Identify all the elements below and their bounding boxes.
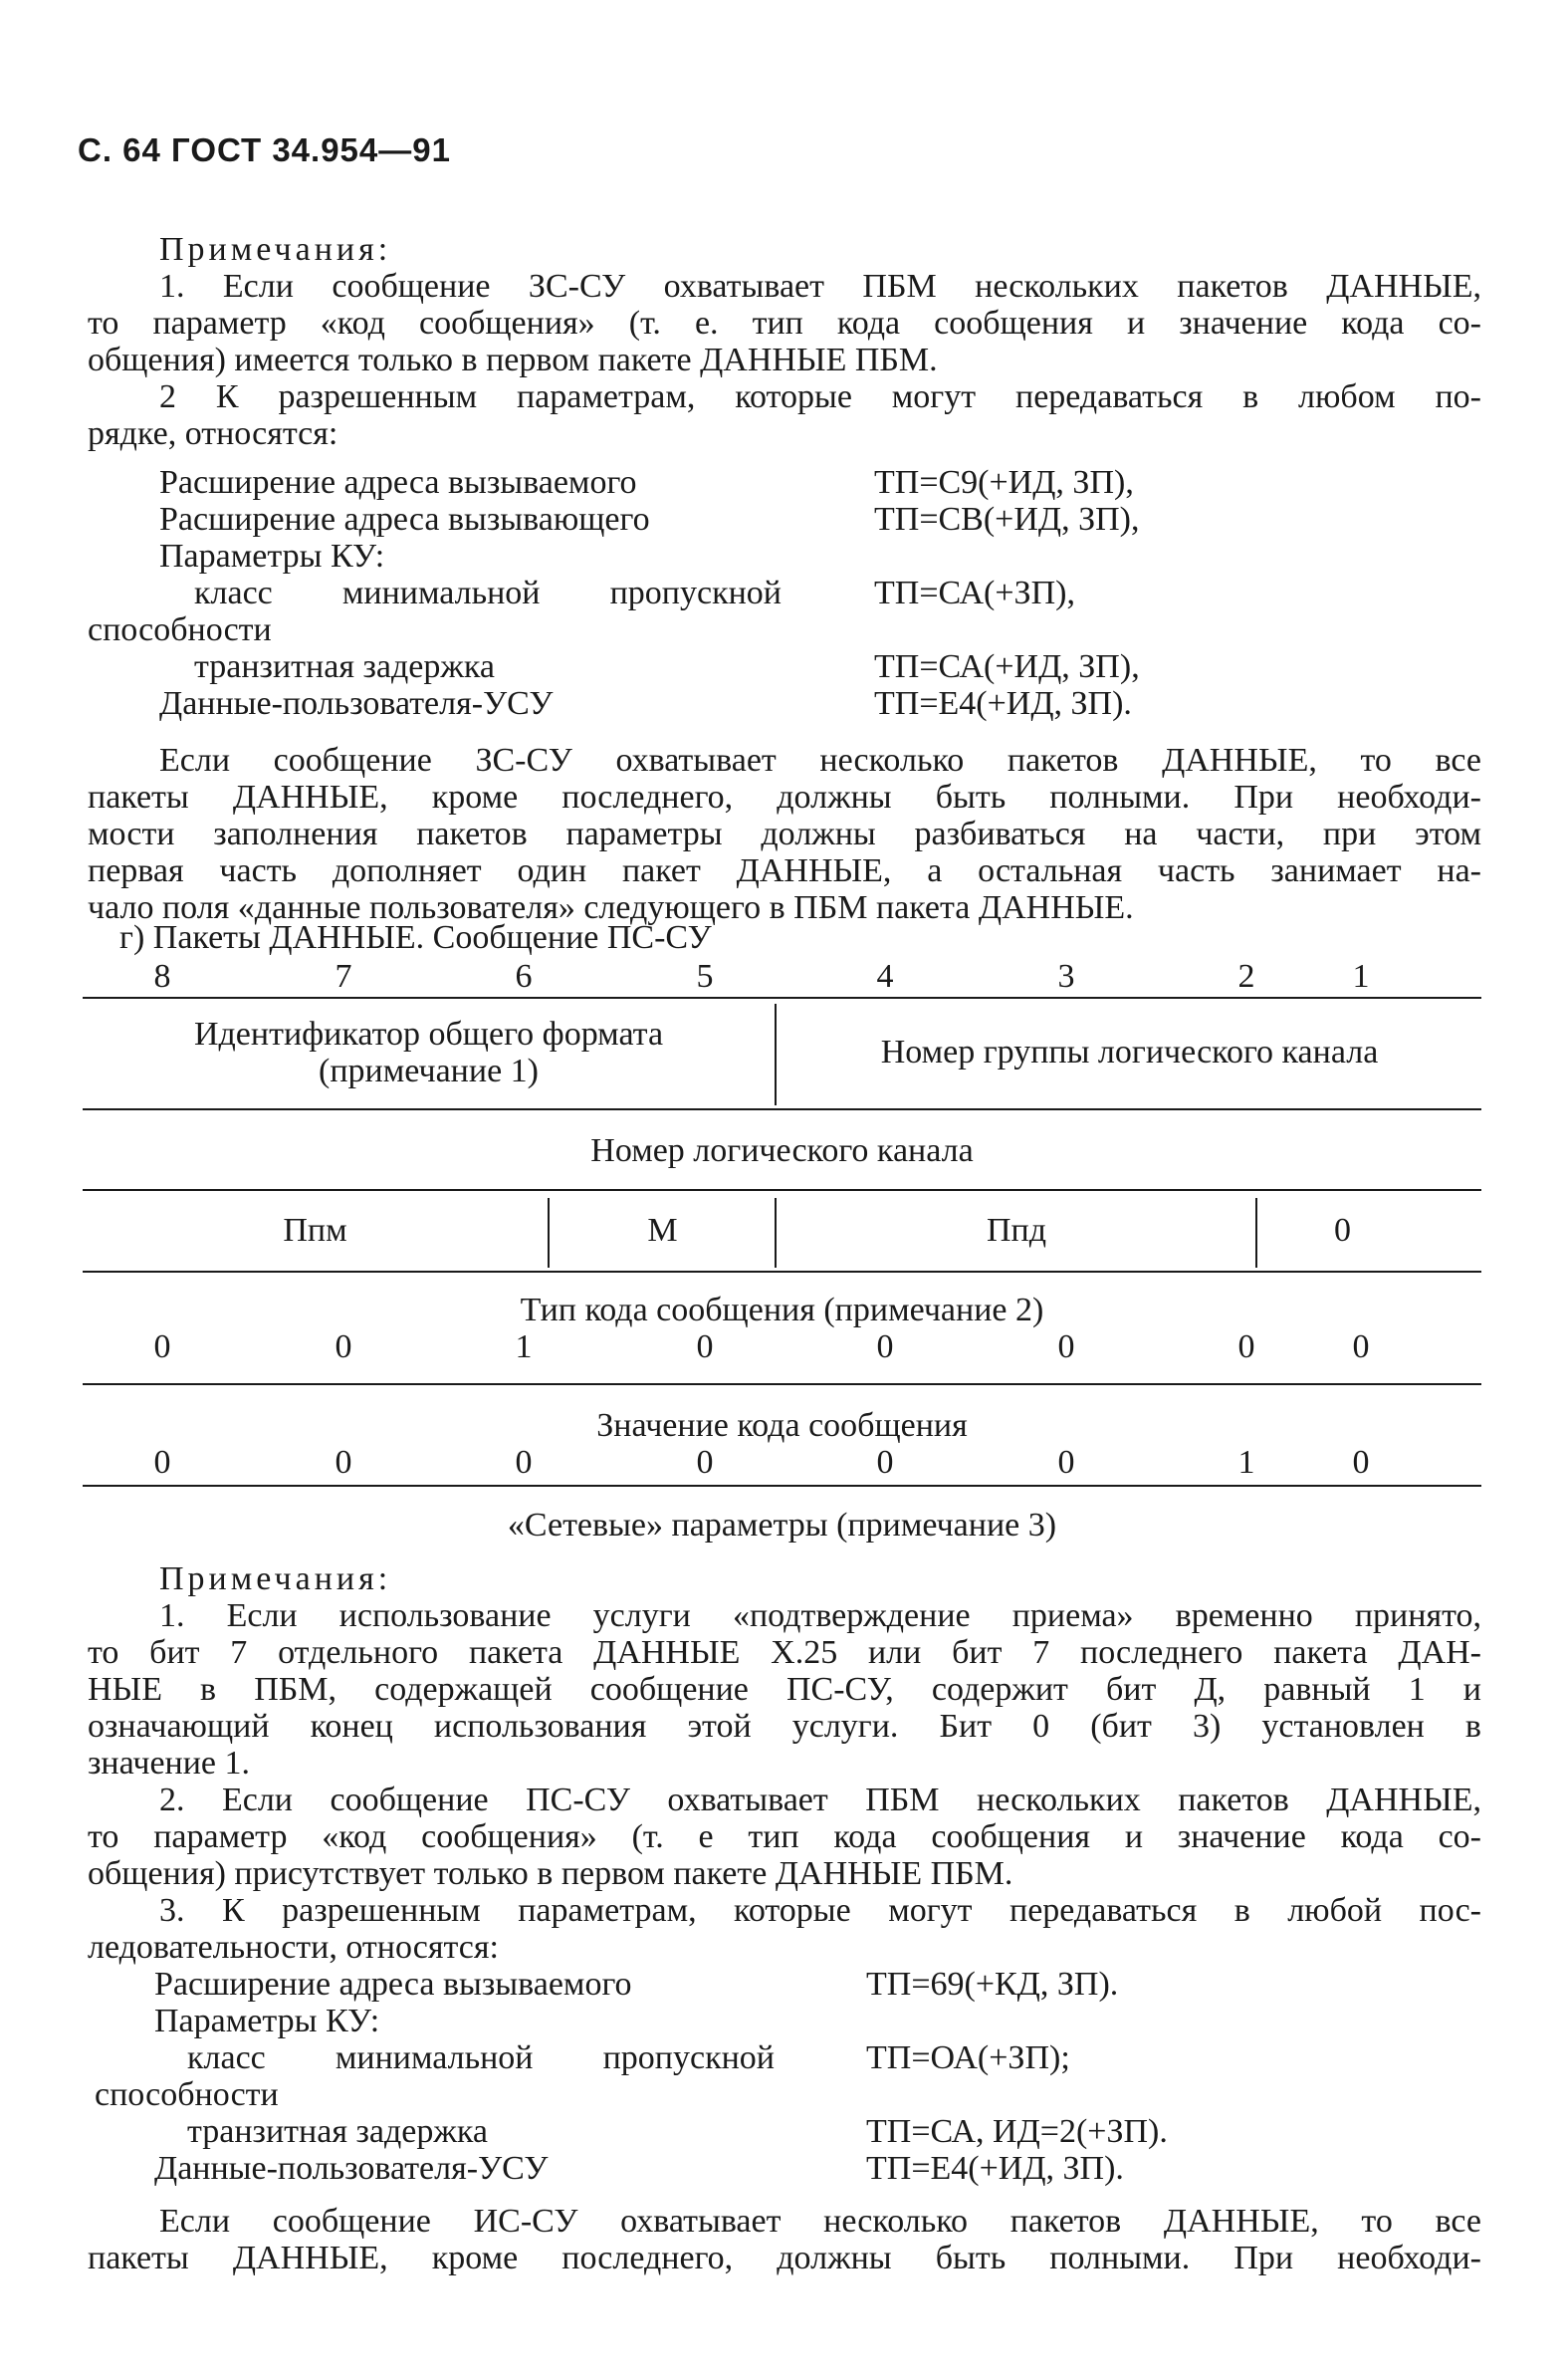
param-label: класс минимальной пропускной [194,575,782,611]
text-line: пакеты ДАННЫЕ, кроме последнего, должны быть полными. При необходи- [88,779,1481,816]
param-label: Расширение адреса вызываемого [159,464,637,501]
table-footer-network-params: «Сетевые» параметры (примечание 3) [507,1507,1057,1544]
text-line: то параметр «код сообщения» (т. е тип кода сообщения и значение кода со- [88,1818,1481,1855]
bit-value: 0 [696,1328,714,1365]
text-line: означающий конец использования этой услуги. Бит 0 (бит 3) установлен в [88,1708,1481,1745]
bit-number: 3 [1057,958,1075,995]
table-rule [83,1189,1481,1191]
bit-number: 2 [1237,958,1255,995]
text-line: рядке, относятся: [88,415,338,452]
notes-heading: Примечания: [159,1560,392,1597]
text-line: пакеты ДАННЫЕ, кроме последнего, должны быть полными. При необходи- [88,2240,1481,2276]
text-line: 3. К разрешенным параметрам, которые могут передаваться в любой пос- [159,1892,1481,1929]
note-2-paragraph [88,378,1481,452]
text-line: чало поля «данные пользователя» следующего в ПБМ пакета ДАННЫЕ. [88,889,1134,926]
bit-value: 0 [515,1444,533,1481]
table-cell-ppm: Ппм [283,1212,347,1249]
bit-value: 0 [153,1328,171,1365]
table-cell-bit0: 0 [1334,1212,1351,1249]
table-divider [1255,1198,1257,1268]
text-line: 1. Если сообщение ЗС-СУ охватывает ПБМ нескольких пакетов ДАННЫЕ, [159,268,1481,305]
table-cell-lcn: Номер логического канала [590,1132,974,1169]
param-value: ТП=Е4(+ИД, ЗП). [874,685,1132,722]
param-value: ТП=ОА(+ЗП); [866,2039,1070,2076]
text-line: ледовательности, относятся: [88,1929,499,1966]
param-label: Расширение адреса вызываемого [154,1966,632,2003]
text-line: 1. Если использование услуги «подтверждение приема» временно принято, [159,1597,1481,1634]
param-value: ТП=СА, ИД=2(+ЗП). [866,2113,1168,2150]
bit-value: 0 [153,1444,171,1481]
table-cell-m: М [647,1212,678,1249]
param-value: ТП=СА(+ЗП), [874,575,1075,611]
param-label: Данные-пользователя-УСУ [159,685,554,722]
bit-value: 0 [1057,1328,1075,1365]
text-line: Если сообщение ЗС-СУ охватывает несколько пакетов ДАННЫЕ, то все [159,742,1481,779]
text-line: 2 К разрешенным параметрам, которые могут передаваться в любом по- [159,378,1481,415]
section-heading: г) Пакеты ДАННЫЕ. Сообщение ПС-СУ [119,919,712,956]
body-paragraph [88,2203,1481,2276]
param-value: ТП=Е4(+ИД, ЗП). [866,2150,1124,2187]
param-label: Параметры КУ: [159,538,385,575]
text-line: 2. Если сообщение ПС-СУ охватывает ПБМ нескольких пакетов ДАННЫЕ, [159,1782,1481,1818]
table-rule [83,1383,1481,1385]
text-line: НЫЕ в ПБМ, содержащей сообщение ПС-СУ, содержит бит Д, равный 1 и [88,1671,1481,1708]
bit-value: 0 [876,1328,894,1365]
bit-value: 1 [1237,1444,1255,1481]
bit-number: 5 [696,958,714,995]
text-line: Если сообщение ИС-СУ охватывает несколько пакетов ДАННЫЕ, то все [159,2203,1481,2240]
note-2-paragraph [88,1782,1481,1892]
bit-value: 0 [335,1328,352,1365]
param-label: Параметры КУ: [154,2003,380,2039]
param-label: Расширение адреса вызывающего [159,501,650,538]
bit-number: 4 [876,958,894,995]
table-cell-gfi: Идентификатор общего формата [193,1016,664,1053]
table-cell-lcgn: Номер группы логического канала [880,1034,1379,1071]
note-1-paragraph [88,1597,1481,1782]
text-line: то бит 7 отдельного пакета ДАННЫЕ Х.25 или бит 7 последнего пакета ДАН- [88,1634,1481,1671]
param-label-continuation: способности [88,611,272,648]
body-paragraph [88,742,1481,926]
table-divider [775,1004,777,1105]
table-cell-message-code-type: Тип кода сообщения (примечание 2) [520,1292,1044,1328]
text-line: общения) присутствует только в первом пакете ДАННЫЕ ПБМ. [88,1855,1013,1892]
param-value: ТП=С9(+ИД, ЗП), [874,464,1134,501]
table-rule [83,1271,1481,1273]
table-cell-message-code-value: Значение кода сообщения [596,1407,968,1444]
bit-value: 0 [1057,1444,1075,1481]
bit-value: 0 [335,1444,352,1481]
param-label: транзитная задержка [187,2113,488,2150]
param-value: ТП=СВ(+ИД, ЗП), [874,501,1140,538]
page-header: С. 64 ГОСТ 34.954—91 [78,131,451,168]
text-line: общения) имеется только в первом пакете ДАННЫЕ ПБМ. [88,342,938,378]
bit-number: 6 [515,958,533,995]
bit-value: 0 [876,1444,894,1481]
text-line: значение 1. [88,1745,251,1782]
bit-number: 1 [1352,958,1370,995]
bit-value: 0 [1237,1328,1255,1365]
param-label: транзитная задержка [194,648,495,685]
bit-number: 7 [335,958,352,995]
bit-value: 1 [515,1328,533,1365]
table-divider [775,1198,777,1268]
bit-value: 0 [1352,1444,1370,1481]
table-cell-ppd: Ппд [986,1212,1047,1249]
text-line: то параметр «код сообщения» (т. е. тип кода сообщения и значение кода со- [88,305,1481,342]
table-rule [83,1485,1481,1487]
table-rule [83,1108,1481,1110]
param-value: ТП=СА(+ИД, ЗП), [874,648,1140,685]
note-3-paragraph [88,1892,1481,1966]
param-label: класс минимальной пропускной [187,2039,775,2076]
param-label: Данные-пользователя-УСУ [154,2150,549,2187]
bit-value: 0 [1352,1328,1370,1365]
table-divider [548,1198,550,1268]
bit-number: 8 [153,958,171,995]
text-line: первая часть дополняет один пакет ДАННЫЕ, а остальная часть занимает на- [88,852,1481,889]
table-rule [83,997,1481,999]
param-label-continuation: способности [95,2076,279,2113]
param-value: ТП=69(+КД, ЗП). [866,1966,1119,2003]
note-1-paragraph [88,268,1481,378]
table-cell-gfi-note: (примечание 1) [319,1053,539,1089]
notes-heading: Примечания: [159,231,392,268]
bit-value: 0 [696,1444,714,1481]
text-line: мости заполнения пакетов параметры должны разбиваться на части, при этом [88,816,1481,852]
